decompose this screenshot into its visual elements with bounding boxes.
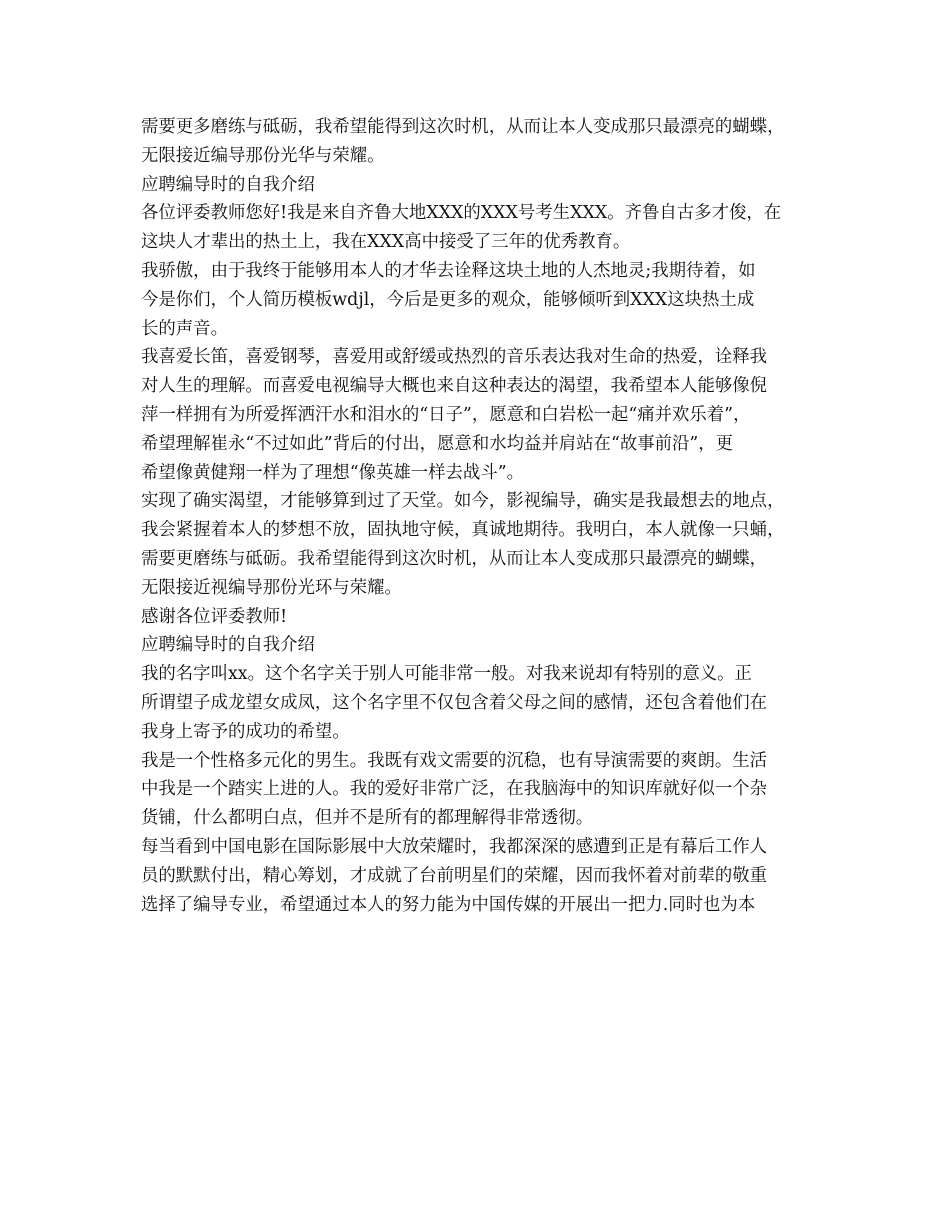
text-line: 员的默默付出，精心筹划，才成就了台前明星们的荣耀，因而我怀着对前辈的敬重 [141,865,768,886]
text-line: 这块人才辈出的热土上，我在XXX高中接受了三年的优秀教育。 [141,232,631,253]
text-line: 我身上寄予的成功的希望。 [141,721,350,742]
document-body [141,113,821,919]
text-line: 我会紧握着本人的梦想不放，固执地守候，真诚地期待。我明白，本人就像一只蛹， [141,520,785,541]
text-line: 我是一个性格多元化的男生。我既有戏文需要的沉稳，也有导演需要的爽朗。生活 [141,750,768,771]
section-heading: 应聘编导时的自我介绍 [141,174,315,195]
text-line: 货铺，什么都明白点，但并不是所有的都理解得非常透彻。 [141,808,594,829]
text-line: 无限接近编导那份光华与荣耀。 [141,145,385,166]
text-line: 每当看到中国电影在国际影展中大放荣耀时，我都深深的感遭到正是有幕后工作人 [141,836,768,857]
text-line: 我喜爱长笛，喜爱钢琴，喜爱用或舒缓或热烈的音乐表达我对生命的热爱，诠释我 [141,347,768,368]
text-line: 萍一样拥有为所爱挥洒汗水和泪水的“日子”，愿意和白岩松一起“痛并欢乐着”， [141,404,751,425]
text-line: 对人生的理解。而喜爱电视编导大概也来自这种表达的渴望，我希望本人能够像倪 [141,376,768,397]
text-line: 我的名字叫xx。这个名字关于别人可能非常一般。对我来说却有特别的意义。正 [141,664,752,685]
text-line: 中我是一个踏实上进的人。我的爱好非常广泛，在我脑海中的知识库就好似一个杂 [141,779,768,800]
text-line: 感谢各位评委教师! [141,606,288,627]
text-line: 所谓望子成龙望女成凤，这个名字里不仅包含着父母之间的感情，还包含着他们在 [141,692,768,713]
text-line: 希望像黄健翔一样为了理想“像英雄一样去战斗”。 [141,462,524,483]
text-line: 长的声音。 [141,318,228,339]
text-line: 我骄傲，由于我终于能够用本人的才华去诠释这块土地的人杰地灵;我期待着，如 [141,260,756,281]
text-line: 无限接近视编导那份光环与荣耀。 [141,577,402,598]
text-line: 今是你们，个人简历模板wdjl，今后是更多的观众，能够倾听到XXX这块热土成 [141,289,755,310]
text-line: 选择了编导专业，希望通过本人的努力能为中国传媒的开展出一把力.同时也为本 [141,894,756,915]
text-line: 需要更磨练与砥砺。我希望能得到这次时机，从而让本人变成那只最漂亮的蝴蝶， [141,548,768,569]
text-line: 实现了确实渴望，才能够算到过了天堂。如今，影视编导，确实是我最想去的地点， [141,491,785,512]
text-line: 希望理解崔永“不过如此”背后的付出，愿意和水均益并肩站在“故事前沿”，更 [141,433,734,454]
text-line: 需要更多磨练与砥砺，我希望能得到这次时机，从而让本人变成那只最漂亮的蝴蝶， [141,117,785,137]
text-line: 各位评委教师您好!我是来自齐鲁大地XXX的XXX号考生XXX。齐鲁自古多才俊，在 [141,203,782,224]
section-heading: 应聘编导时的自我介绍 [141,635,315,656]
